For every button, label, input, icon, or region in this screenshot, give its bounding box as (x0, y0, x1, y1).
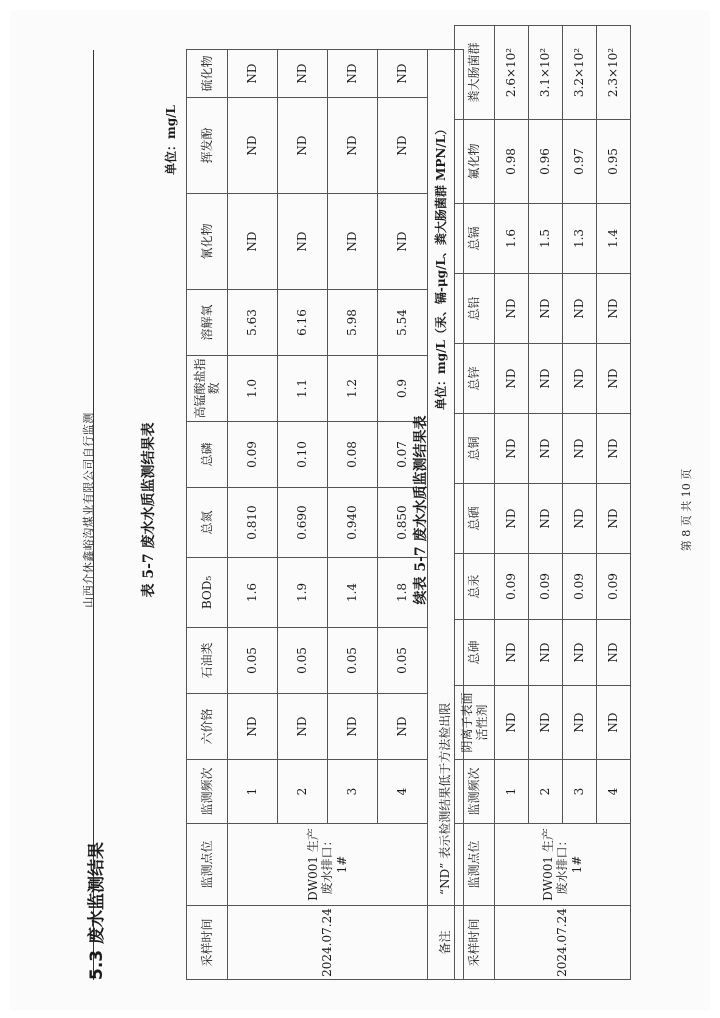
cell: 0.07 (378, 422, 428, 488)
cell: 0.850 (378, 488, 428, 558)
sample-location: DW001 生产废水排口：1# (228, 824, 428, 906)
cell: ND (378, 50, 428, 98)
cell: 0.96 (529, 120, 563, 204)
cell: ND (495, 686, 529, 760)
remark-label: 备注 (428, 906, 464, 980)
cell: ND (529, 414, 563, 484)
cell: ND (597, 620, 631, 686)
cell: ND (278, 50, 328, 98)
cell: 2.3×10² (597, 26, 631, 120)
cell: ND (529, 484, 563, 554)
cell: 5.54 (378, 290, 428, 356)
table1-header-row (187, 50, 228, 980)
cell: 3 (328, 760, 378, 824)
cell: 0.09 (563, 554, 597, 620)
col-header: 高锰酸盐指数 (187, 356, 228, 422)
cell: 0.940 (328, 488, 378, 558)
col-header: 监测点位 (455, 824, 495, 906)
cell: ND (529, 344, 563, 414)
cell: ND (563, 414, 597, 484)
cell: ND (495, 274, 529, 344)
cell: ND (328, 98, 378, 194)
sample-location: DW001 生产废水排口：1# (495, 824, 631, 906)
col-header: 监测频次 (187, 760, 228, 824)
cell: ND (495, 344, 529, 414)
col-header: 总磷 (187, 422, 228, 488)
cell: ND (563, 686, 597, 760)
cell: 0.05 (228, 628, 278, 694)
cell: 5.98 (328, 290, 378, 356)
document-page (10, 10, 710, 1010)
page-footer: 第 8 页 共 10 页 (680, 468, 693, 552)
table-row (228, 50, 278, 980)
cell: 0.98 (495, 120, 529, 204)
cell: 2.6×10² (495, 26, 529, 120)
cell: 1.9 (278, 558, 328, 628)
cell: 0.09 (495, 554, 529, 620)
cell: ND (228, 194, 278, 290)
page-header: 山西介休鑫峪沟煤业有限公司自行监测 (82, 412, 95, 608)
cell: ND (228, 50, 278, 98)
cell: ND (597, 484, 631, 554)
cell: ND (378, 694, 428, 760)
cell: 4 (378, 760, 428, 824)
cell: 0.08 (328, 422, 378, 488)
col-header: 监测频次 (455, 760, 495, 824)
cell: 1.1 (278, 356, 328, 422)
col-header: 采样时间 (187, 906, 228, 980)
cell: ND (228, 694, 278, 760)
cell: 1 (495, 760, 529, 824)
cell: 1.4 (328, 558, 378, 628)
cell: ND (597, 274, 631, 344)
col-header: 总汞 (455, 554, 495, 620)
col-header: 溶解氧 (187, 290, 228, 356)
cell: ND (563, 620, 597, 686)
cell: ND (563, 484, 597, 554)
cell: 1.8 (378, 558, 428, 628)
rotated-content (10, 10, 710, 1010)
cell: ND (328, 50, 378, 98)
cell: 0.09 (228, 422, 278, 488)
col-header: 硫化物 (187, 50, 228, 98)
section-title: 5.3 废水监测结果 (87, 841, 107, 980)
cell: 0.10 (278, 422, 328, 488)
cell: ND (563, 344, 597, 414)
cell: 0.9 (378, 356, 428, 422)
cell: 1.5 (529, 204, 563, 274)
col-header: 氰化物 (187, 194, 228, 290)
cell: ND (328, 194, 378, 290)
cell: 0.09 (597, 554, 631, 620)
col-header: BOD₅ (187, 558, 228, 628)
cell: 1.6 (495, 204, 529, 274)
cell: ND (529, 686, 563, 760)
cell: ND (278, 98, 328, 194)
col-header: 石油类 (187, 628, 228, 694)
cell: ND (597, 686, 631, 760)
table1-caption: 表 5-7 废水水质监测结果表 (141, 422, 157, 598)
col-header: 总镉 (455, 204, 495, 274)
cell: ND (529, 274, 563, 344)
cell: ND (278, 694, 328, 760)
cell: 3.2×10² (563, 26, 597, 120)
col-header: 挥发酚 (187, 98, 228, 194)
cell: 6.16 (278, 290, 328, 356)
col-header: 六价铬 (187, 694, 228, 760)
col-header: 总铜 (455, 414, 495, 484)
table2 (454, 25, 631, 980)
cell: 5.63 (228, 290, 278, 356)
table-row (495, 26, 529, 980)
col-header: 粪大肠菌群 (455, 26, 495, 120)
cell: 1.4 (597, 204, 631, 274)
remark-text: “ND” 表示检测结果低于方法检出限 (428, 50, 464, 906)
col-header: 总氮 (187, 488, 228, 558)
cell: 1.2 (328, 356, 378, 422)
cell: 0.690 (278, 488, 328, 558)
cell: 1 (228, 760, 278, 824)
cell: 1.0 (228, 356, 278, 422)
cell: ND (378, 98, 428, 194)
col-header: 总锌 (455, 344, 495, 414)
col-header: 监测点位 (187, 824, 228, 906)
cell: ND (278, 194, 328, 290)
col-header: 氟化物 (455, 120, 495, 204)
cell: 0.09 (529, 554, 563, 620)
cell: ND (495, 620, 529, 686)
col-header: 总硒 (455, 484, 495, 554)
cell: ND (529, 620, 563, 686)
cell: 0.05 (328, 628, 378, 694)
cell: 0.95 (597, 120, 631, 204)
cell: 3 (563, 760, 597, 824)
cell: 1.6 (228, 558, 278, 628)
cell: ND (563, 274, 597, 344)
cell: 4 (597, 760, 631, 824)
cell: 1.3 (563, 204, 597, 274)
table2-caption: 续表 5-7 废水水质监测结果表 (413, 415, 429, 605)
cell: ND (378, 194, 428, 290)
col-header: 总铅 (455, 274, 495, 344)
cell: 0.05 (278, 628, 328, 694)
cell: ND (597, 414, 631, 484)
cell: 3.1×10² (529, 26, 563, 120)
cell: ND (597, 344, 631, 414)
cell: 0.05 (378, 628, 428, 694)
cell: 0.810 (228, 488, 278, 558)
cell: ND (228, 98, 278, 194)
sample-date: 2024.07.24 (228, 906, 428, 980)
cell: ND (495, 484, 529, 554)
col-header: 阴离子表面活性剂 (455, 686, 495, 760)
table2-unit: 单位：mg/L（汞、镉-μg/L、粪大肠菌群 MPN/L） (434, 122, 448, 410)
table1-unit: 单位：mg/L (164, 105, 178, 175)
cell: 0.97 (563, 120, 597, 204)
col-header: 采样时间 (455, 906, 495, 980)
col-header: 总砷 (455, 620, 495, 686)
cell: ND (328, 694, 378, 760)
sample-date: 2024.07.24 (495, 906, 631, 980)
table2-header-row (455, 26, 495, 980)
cell: 2 (278, 760, 328, 824)
cell: ND (495, 414, 529, 484)
cell: 2 (529, 760, 563, 824)
